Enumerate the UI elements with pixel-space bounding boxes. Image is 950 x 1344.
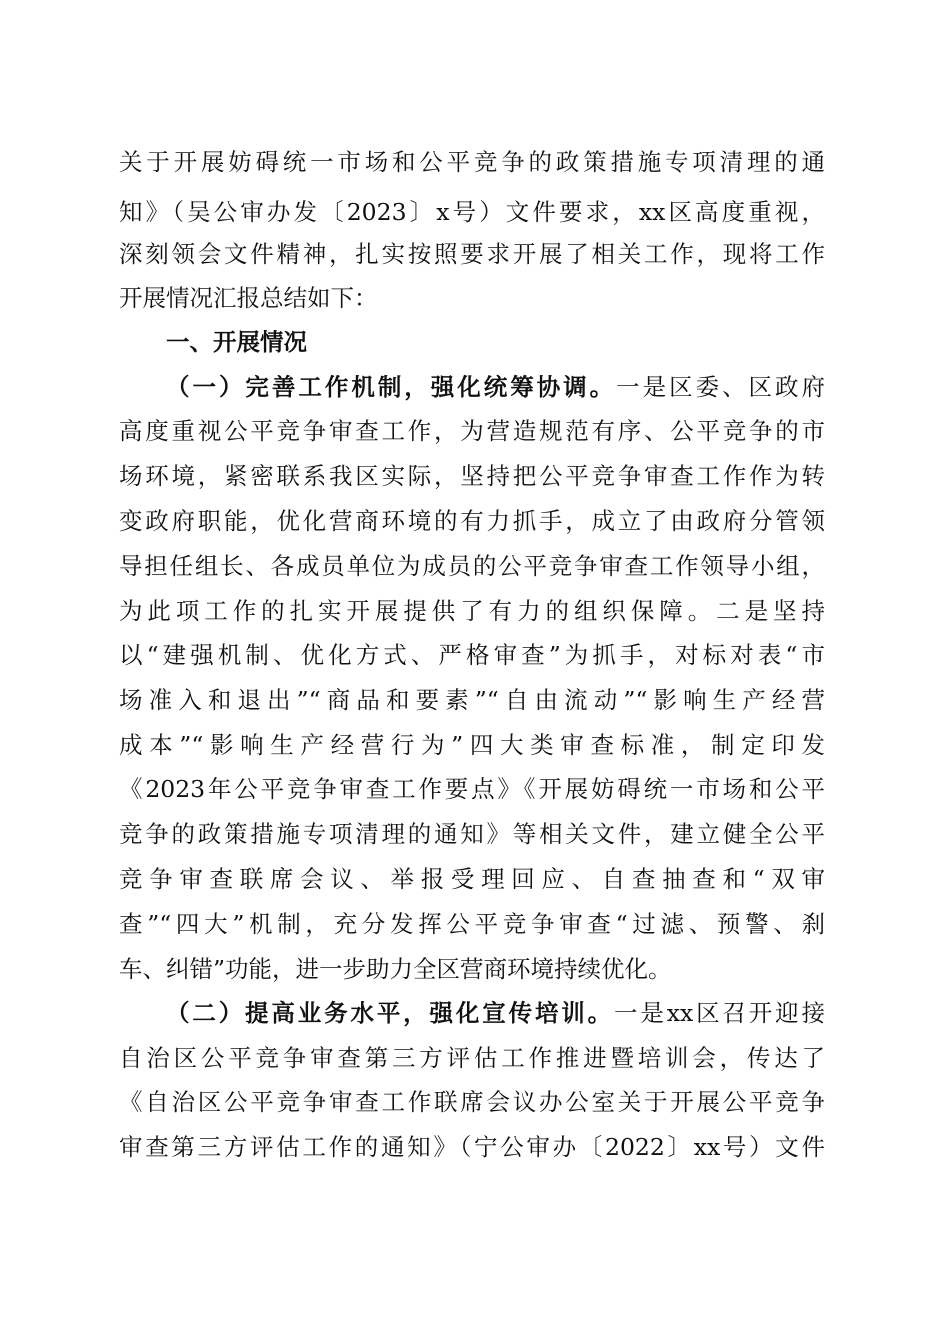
paragraph-line: 《2023年公平竞争审查工作要点》《开展妨碍统一市场和公平: [119, 775, 825, 803]
paragraph-line: 成本”“影响生产经营行为”四大类审查标准，制定印发: [119, 731, 825, 759]
paragraph-line: 竞争的政策措施专项清理的通知》等相关文件，建立健全公平: [119, 820, 825, 848]
subsection-first-line: [166, 993, 825, 1033]
paragraph-line: 场准入和退出”“商品和要素”“自由流动”“影响生产经营: [119, 686, 825, 714]
paragraph-line: 关于开展妨碍统一市场和公平竞争的政策措施专项清理的通: [119, 148, 825, 176]
paragraph-line: 为此项工作的扎实开展提供了有力的组织保障。二是坚持: [119, 597, 825, 625]
paragraph-line: 深刻领会文件精神，扎实按照要求开展了相关工作，现将工作: [119, 240, 825, 268]
subsection-heading: （一）完善工作机制，强化统筹协调。: [166, 373, 617, 401]
paragraph-line: 竞争审查联席会议、举报受理回应、自查抽查和“双审: [119, 865, 825, 893]
paragraph-line: 车、纠错”功能，进一步助力全区营商环境持续优化。: [119, 955, 672, 983]
paragraph-line: 开展情况汇报总结如下：: [119, 284, 378, 312]
subsection-text: 一是xx区召开迎接: [614, 999, 825, 1027]
paragraph-line: 《自治区公平竞争审查工作联席会议办公室关于开展公平竞争: [119, 1088, 825, 1116]
paragraph-line: 高度重视公平竞争审查工作，为营造规范有序、公平竞争的市: [119, 417, 825, 445]
paragraph-line: 查”“四大”机制，充分发挥公平竞争审查“过滤、预警、刹: [119, 910, 825, 938]
paragraph-line: 变政府职能，优化营商环境的有力抓手，成立了由政府分管领: [119, 507, 825, 535]
paragraph-line: 以“建强机制、优化方式、严格审查”为抓手，对标对表“市: [119, 641, 825, 669]
paragraph-line: 自治区公平竞争审查第三方评估工作推进暨培训会，传达了: [119, 1044, 825, 1072]
paragraph-line: 审查第三方评估工作的通知》（宁公审办〔2022〕xx号）文件: [119, 1133, 825, 1161]
paragraph-line: 知》（吴公审办发〔2023〕x号）文件要求，xx区高度重视，: [119, 198, 825, 226]
paragraph-line: 场环境，紧密联系我区实际，坚持把公平竞争审查工作作为转: [119, 462, 825, 490]
section-heading: 一、开展情况: [166, 328, 307, 356]
subsection-text: 一是区委、区政府: [616, 373, 826, 401]
subsection-first-line: [166, 367, 825, 407]
paragraph-line: 导担任组长、各成员单位为成员的公平竞争审查工作领导小组，: [119, 552, 825, 580]
subsection-heading: （二）提高业务水平，强化宣传培训。: [166, 999, 615, 1027]
